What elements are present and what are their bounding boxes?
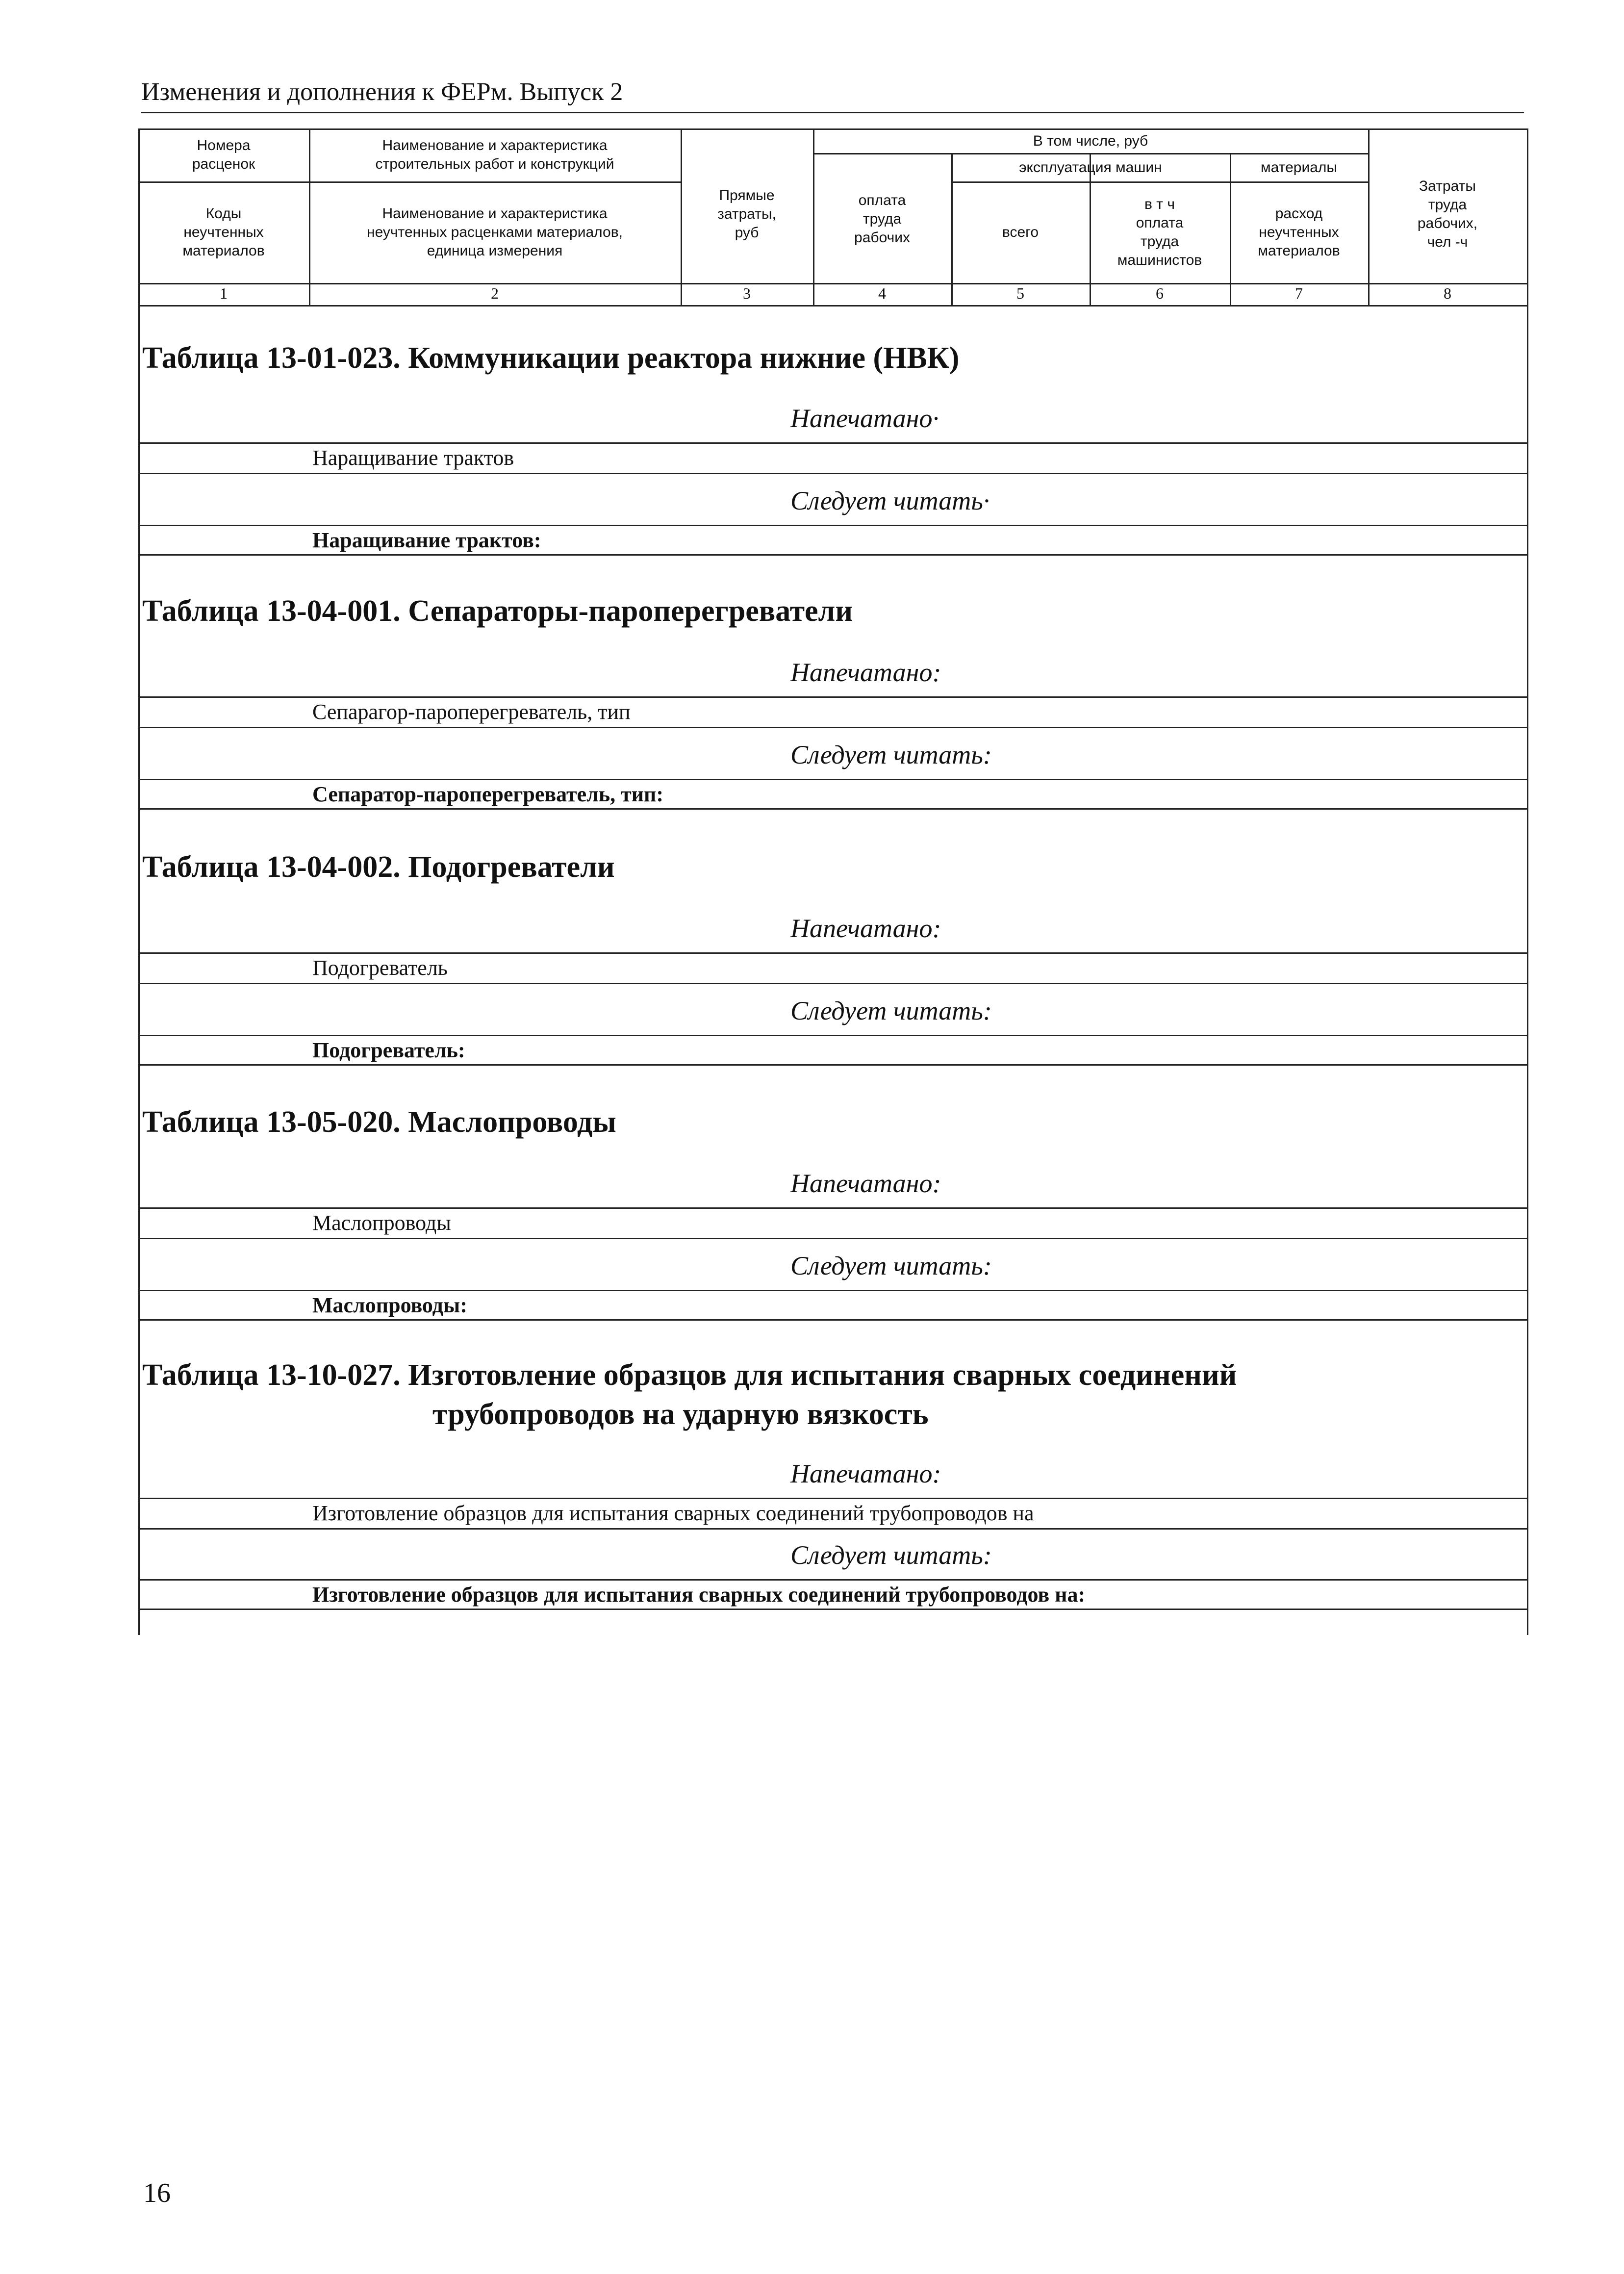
running-header: Изменения и дополнения к ФЕРм. Выпуск 2 — [141, 78, 623, 106]
column-number: 7 — [1295, 284, 1303, 302]
printed-label: Напечатано: — [790, 1169, 941, 1198]
table-title: Таблица 13-04-001. Сепараторы-пароперегреватели — [142, 594, 853, 628]
table-title: Таблица 13-04-002. Подогреватели — [142, 850, 615, 884]
column-number: 5 — [1016, 284, 1024, 302]
corrected-text: Подогреватель: — [312, 1038, 465, 1062]
grid-line — [138, 128, 1527, 130]
header-direct-costs: Прямые затраты, руб — [717, 187, 776, 241]
section-13-04-001 — [138, 591, 1527, 822]
section-13-05-020 — [138, 1102, 1527, 1333]
divider — [138, 473, 1527, 474]
table-title: Таблица 13-01-023. Коммуникации реактора нижние (НВК) — [142, 341, 960, 375]
column-number: 2 — [491, 284, 499, 302]
divider — [138, 1035, 1527, 1036]
column-number: 1 — [220, 284, 228, 302]
header-work-name: Наименование и характеристика строительных работ и конструкций — [375, 137, 614, 172]
header-worker-pay: оплата труда рабочих — [854, 192, 910, 246]
column-number: 8 — [1444, 284, 1451, 302]
corrected-text: Изготовление образцов для испытания сварных соединений трубопроводов на: — [312, 1583, 1086, 1607]
section-13-04-002 — [138, 847, 1527, 1078]
header-material-consumption: расход неучтенных материалов — [1258, 205, 1340, 259]
header-machines: эксплуатация машин — [1019, 159, 1162, 176]
corrected-label: Следует читать: — [790, 1540, 992, 1570]
divider — [138, 525, 1527, 526]
divider — [138, 779, 1527, 780]
divider — [138, 1609, 1527, 1610]
divider — [138, 1319, 1527, 1321]
divider — [138, 1207, 1527, 1209]
table-title-continued: трубопроводов на ударную вязкость — [432, 1398, 929, 1431]
printed-text: Сепарагор-пароперегреватель, тип — [312, 700, 631, 724]
divider — [138, 1498, 1527, 1499]
frame-right-border — [1527, 305, 1528, 1635]
header-rule — [141, 112, 1524, 113]
corrected-label: Следует читать· — [790, 486, 990, 515]
corrected-text: Наращивание трактов: — [312, 528, 541, 552]
grid-line — [1527, 128, 1528, 305]
grid-line — [951, 181, 1368, 183]
header-machines-total: всего — [1002, 224, 1039, 240]
header-operator-pay: в т ч оплата труда машинистов — [1117, 196, 1202, 268]
table-title: Таблица 13-05-020. Маслопроводы — [142, 1105, 616, 1139]
column-header-table — [138, 128, 1527, 305]
corrected-text: Сепаратор-пароперегреватель, тип: — [312, 782, 664, 806]
divider — [138, 952, 1527, 954]
header-including: В том числе, руб — [1033, 133, 1148, 149]
divider — [138, 983, 1527, 984]
header-material-name: Наименование и характеристика неучтенных расценками материалов, единица измерения — [367, 205, 623, 259]
grid-line — [138, 305, 1527, 307]
printed-text: Подогреватель — [312, 956, 448, 980]
divider — [138, 727, 1527, 728]
divider — [138, 554, 1527, 556]
printed-label: Напечатано: — [790, 914, 941, 943]
page-number: 16 — [143, 2178, 171, 2208]
corrected-label: Следует читать: — [790, 996, 992, 1025]
printed-text: Наращивание трактов — [312, 446, 514, 470]
divider — [138, 1064, 1527, 1066]
header-materials: материалы — [1261, 159, 1337, 176]
header-labor-hours: Затраты труда рабочих, чел -ч — [1417, 178, 1478, 250]
corrected-label: Следует читать: — [790, 740, 992, 769]
divider — [138, 1579, 1527, 1581]
divider — [138, 808, 1527, 810]
printed-label: Напечатано: — [790, 658, 941, 687]
section-13-10-027 — [138, 1355, 1527, 1635]
corrected-label: Следует читать: — [790, 1251, 992, 1280]
header-material-codes: Коды неучтенных материалов — [182, 205, 265, 259]
printed-label: Напечатано: — [790, 1459, 941, 1488]
table-title: Таблица 13-10-027. Изготовление образцов для испытания сварных соединений — [142, 1358, 1237, 1392]
corrected-text: Маслопроводы: — [312, 1293, 467, 1317]
header-rate-numbers: Номера расценок — [192, 137, 255, 172]
divider — [138, 442, 1527, 444]
divider — [138, 1290, 1527, 1291]
printed-label: Напечатано· — [790, 404, 939, 433]
divider — [138, 1238, 1527, 1239]
grid-line — [138, 181, 681, 183]
grid-line — [813, 153, 1368, 154]
printed-text: Изготовление образцов для испытания сварных соединений трубопроводов на — [312, 1501, 1034, 1525]
column-number: 4 — [878, 284, 886, 302]
section-13-01-023 — [138, 338, 1527, 569]
divider — [138, 696, 1527, 698]
divider — [138, 1528, 1527, 1530]
column-number: 3 — [743, 284, 751, 302]
printed-text: Маслопроводы — [312, 1211, 451, 1235]
column-number: 6 — [1156, 284, 1164, 302]
